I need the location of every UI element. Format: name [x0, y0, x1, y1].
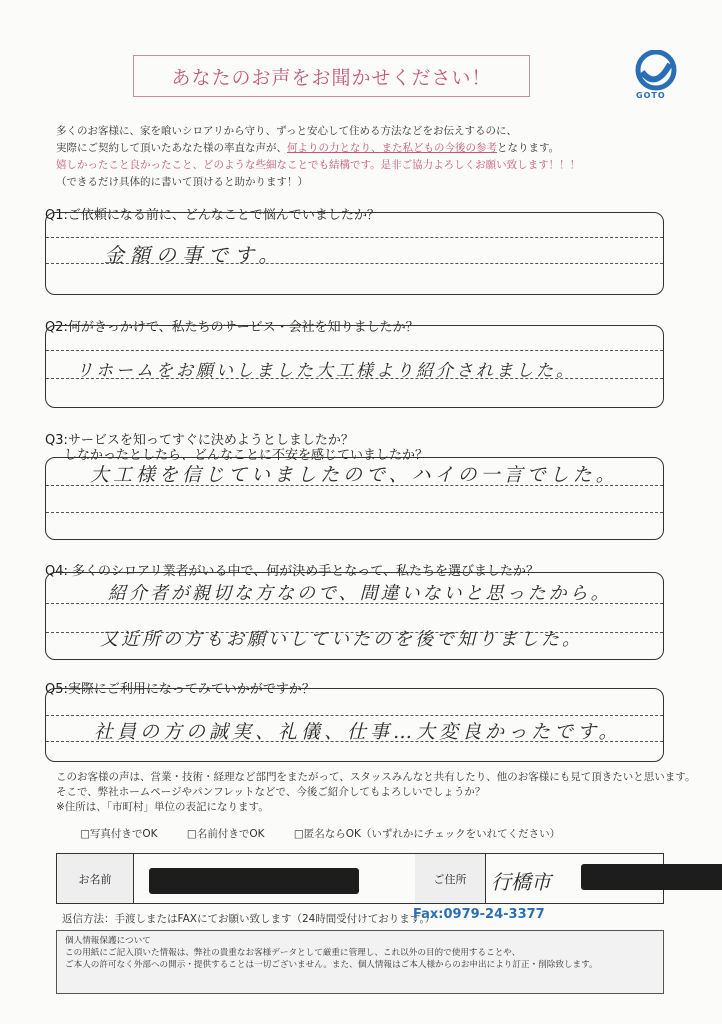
handwritten-answer: 金額の事です。 — [104, 243, 285, 267]
answer-box — [45, 212, 664, 295]
info-table — [56, 853, 664, 904]
checkbox-photo-ok[interactable]: □写真付きでOK — [80, 828, 158, 840]
name-field[interactable] — [133, 854, 416, 903]
question-label-sub: しなかったとしたら、どんなことに不安を感じていましたか？ — [64, 448, 429, 463]
question-label: Q2:何がきっかけで、私たちのサービス・会社を知りましたか？ — [45, 320, 419, 335]
checkbox-anonymous-ok[interactable]: □匿名ならOK（いずれかにチェックをいれてください） — [293, 828, 561, 840]
fax-number: Fax:0979-24-3377 — [413, 907, 545, 922]
checkbox-name-ok[interactable]: □名前付きでOK — [186, 828, 265, 840]
redaction-bar — [581, 864, 722, 890]
logo-text: GOTO — [636, 91, 666, 100]
page-title — [133, 55, 530, 97]
question-label: Q1:ご依頼になる前に、どんなことで悩んでいましたか？ — [45, 208, 380, 223]
return-method: 返信方法：手渡しまたはFAXにてお願い致します（24時間受付けております。） — [62, 913, 436, 925]
consent-text: このお客様の声は、営業・技術・経理など部門をまたがって、スタッスみんなと共有したり、他のお客様にも見て頂きたいと思います。 そこで、弊社ホームページやパンフレットなどで、今後ご紹介してもよろしいでしょうか？ ※住所は、「市町村」単位の表記になります。 — [56, 771, 696, 813]
handwritten-answer: 又近所の方もお願いしていたのを後で知りました。 — [100, 629, 583, 650]
intro-line: 嬉しかったこと良かったこと、どのような些細なことでも結構です。是非ご協力よろしくお願い致します！！！ — [56, 159, 581, 171]
intro-line: 実際にご契約して頂いたあなた様の率直な声が、何よりの力となり、また私どもの今後の参考となります。 — [56, 142, 560, 154]
question-label: Q4: 多くのシロアリ業者がいる中で、何が決め手となって、私たちを選びましたか？ — [45, 564, 539, 579]
name-label: お名前 — [57, 854, 134, 903]
privacy-notice: 個人情報保護について この用紙にご記入頂いた情報は、弊社の貴重なお客様データとして厳重に管理し、これ以外の目的で使用することや、 ご本人の許可なく外部への開示・提供することは一切ございません。また、個人情報はご本人様からのお申出により訂正・削除致します。 — [56, 930, 664, 994]
address-field[interactable] — [485, 854, 663, 903]
intro-line: （できるだけ具体的に書いて頂けると助かります！） — [56, 176, 308, 188]
page-title-text: あなたのお声をお聞かせください！ — [171, 66, 492, 89]
redaction-bar — [149, 868, 359, 894]
answer-box — [45, 325, 664, 408]
answer-box — [45, 457, 664, 540]
handwritten-answer: 社員の方の誠実、礼儀、仕事…大変良かったです。 — [94, 721, 622, 743]
handwritten-address: 行橋市 — [491, 870, 551, 894]
handwritten-answer: 紹介者が親切な方なので、間違いないと思ったから。 — [108, 583, 612, 604]
question-label: Q5:実際にご利用になってみていかがですか？ — [45, 682, 315, 697]
answer-box — [45, 688, 664, 762]
answer-box — [45, 572, 664, 660]
address-label: ご住所 — [415, 854, 486, 903]
handwritten-answer: 大工様を信じていましたので、ハイの一言でした。 — [90, 464, 619, 486]
intro-line: 多くのお客様に、家を喰いシロアリから守り、ずっと安心して住める方法などをお伝えするのに、 — [56, 125, 517, 137]
consent-options — [80, 826, 586, 841]
question-label: Q3:サービスを知ってすぐに決めようとしましたか？ — [45, 433, 354, 448]
handwritten-answer: リホームをお願いしました大工様より紹介されました。 — [76, 361, 576, 381]
intro-text — [56, 123, 580, 191]
